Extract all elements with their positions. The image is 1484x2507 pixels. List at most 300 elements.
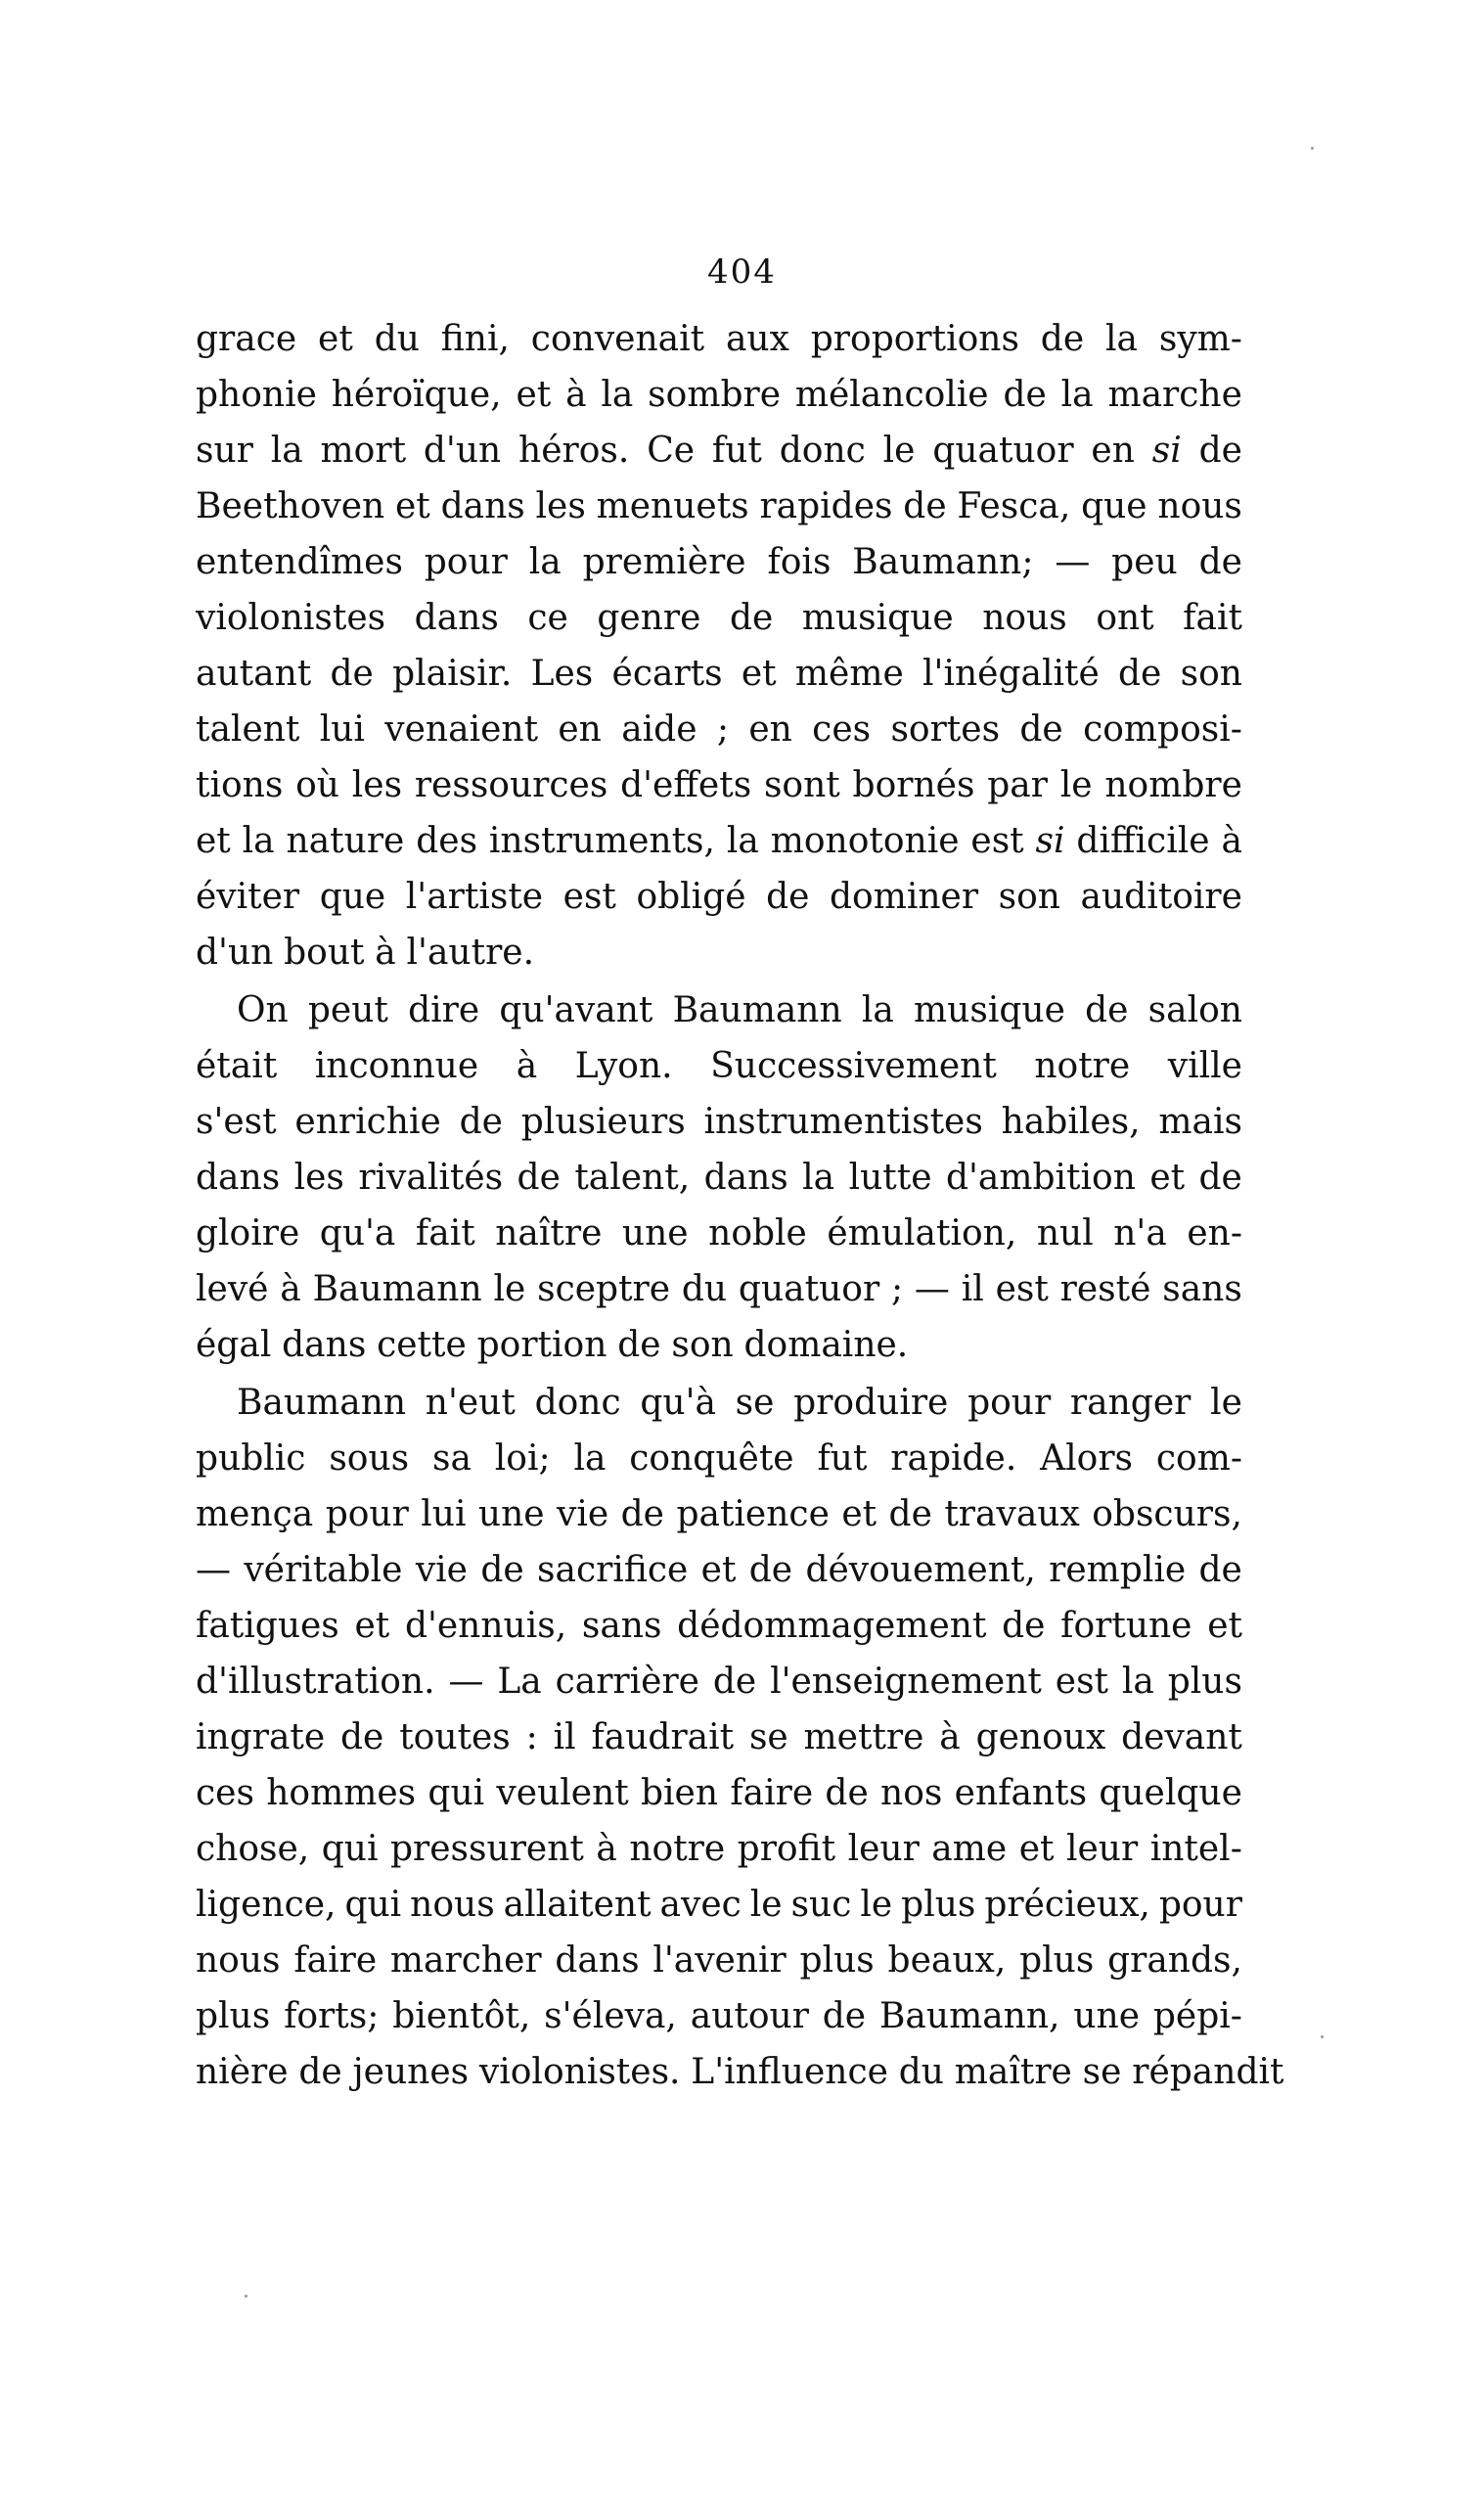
word: monotonie — [770, 821, 960, 861]
word: donc — [779, 431, 866, 471]
word: Alors — [1040, 1438, 1134, 1479]
word: Baumann — [237, 1383, 407, 1423]
word: plus — [1019, 1940, 1095, 1981]
word: de — [1019, 709, 1063, 750]
word: la — [528, 542, 562, 582]
word: se — [748, 1717, 788, 1757]
word: ranger — [1069, 1383, 1192, 1423]
word: pour — [1158, 1885, 1242, 1925]
word: noble — [708, 1213, 807, 1254]
word: nos — [880, 1773, 943, 1813]
word: que — [319, 877, 386, 917]
word: fortune — [1060, 1606, 1192, 1646]
word: sortes — [890, 709, 1001, 750]
word: de — [903, 486, 947, 526]
word: resté — [1059, 1269, 1151, 1309]
word: Beethoven — [196, 486, 385, 526]
word: Les — [530, 654, 594, 694]
text-line — [196, 702, 1242, 757]
word: levé — [196, 1269, 269, 1309]
word: jeunes — [352, 2052, 470, 2092]
word: et — [1018, 1829, 1055, 1869]
word: est — [1055, 1662, 1109, 1702]
word: portion — [476, 1325, 607, 1365]
word: fait — [1183, 598, 1242, 638]
paper-speck — [1311, 147, 1314, 150]
word: hommes — [266, 1773, 417, 1813]
word: de — [298, 2052, 342, 2092]
word: tions — [196, 765, 284, 805]
word: cette — [377, 1325, 467, 1365]
word: le — [882, 431, 916, 471]
word: à — [596, 1829, 617, 1869]
word: remplie — [1049, 1550, 1187, 1590]
word: rapide. — [890, 1438, 1017, 1479]
word: talent — [196, 709, 300, 750]
word: véritable — [244, 1550, 403, 1590]
word: ont — [1096, 598, 1154, 638]
word: la — [1060, 375, 1094, 415]
word: en- — [1187, 1213, 1242, 1254]
word: de — [340, 1717, 384, 1757]
word: Baumann, — [878, 1996, 1060, 2036]
word: de — [1198, 431, 1242, 471]
word: sombre — [648, 375, 782, 415]
word: plusieurs — [520, 1102, 686, 1142]
word: lutte — [848, 1158, 932, 1198]
word: — — [196, 1550, 231, 1590]
word: salon — [1147, 990, 1242, 1030]
word: qui — [321, 1829, 379, 1869]
text-line — [196, 1038, 1242, 1094]
word: de — [1198, 1158, 1242, 1198]
word: conquête — [629, 1438, 794, 1479]
word: et — [700, 1550, 737, 1590]
text-line — [196, 1542, 1242, 1598]
word: ces — [812, 709, 872, 750]
word: si — [1035, 821, 1065, 861]
word: dévouement, — [805, 1550, 1036, 1590]
word: sa — [431, 1438, 472, 1479]
text-line — [196, 479, 1242, 534]
word: de — [1198, 542, 1242, 582]
text-line — [196, 590, 1242, 646]
word: nombre — [1104, 765, 1242, 805]
word: marcher — [389, 1940, 542, 1981]
word: dédommagement — [677, 1606, 987, 1646]
word: l'inégalité — [922, 654, 1100, 694]
word: de — [617, 1325, 661, 1365]
word: marche — [1107, 375, 1242, 415]
word: — — [448, 1662, 484, 1702]
word: dominer — [830, 877, 979, 917]
word: grands, — [1107, 1940, 1242, 1981]
word: l'avenir — [652, 1940, 787, 1981]
word: et — [1149, 1158, 1186, 1198]
word: fut — [711, 431, 762, 471]
word: de — [480, 1550, 524, 1590]
word: nous — [1157, 486, 1242, 526]
word: est — [562, 877, 616, 917]
word: nous — [196, 1940, 281, 1981]
word: bientôt, — [392, 1996, 531, 2036]
word: de — [888, 1494, 932, 1534]
word: s'est — [196, 1102, 277, 1142]
word: l'artiste — [405, 877, 544, 917]
word: rapides — [759, 486, 893, 526]
word: vie — [557, 1494, 609, 1534]
word: l'enseignement — [770, 1662, 1042, 1702]
word: rivalités — [358, 1158, 504, 1198]
word: qui — [427, 1773, 485, 1813]
text-line — [196, 1375, 1242, 1431]
word: forts; — [284, 1996, 380, 2036]
word: de — [459, 1102, 503, 1142]
word: se — [735, 1383, 775, 1423]
word: patience — [676, 1494, 830, 1534]
word: est — [995, 1269, 1049, 1309]
word: de — [825, 1773, 869, 1813]
word: des — [416, 821, 478, 861]
word: genoux — [975, 1717, 1106, 1757]
word: la — [1105, 319, 1138, 359]
word: bien — [641, 1773, 719, 1813]
word: écarts — [611, 654, 723, 694]
word: domaine. — [743, 1325, 909, 1365]
word: une — [477, 1494, 545, 1534]
word: la — [1121, 1662, 1154, 1702]
word: les — [293, 1158, 344, 1198]
word: en — [748, 709, 792, 750]
word: de — [1002, 1606, 1046, 1646]
word: éviter — [196, 877, 300, 917]
word: ce — [527, 598, 568, 638]
word: se — [1082, 2052, 1122, 2092]
word: composi- — [1083, 709, 1242, 750]
text-line — [196, 982, 1242, 1038]
word: fatigues — [196, 1606, 339, 1646]
word: de — [1040, 319, 1085, 359]
paragraph — [196, 1375, 1284, 2100]
word: venaient — [384, 709, 539, 750]
word: par — [987, 765, 1048, 805]
word: gloire — [196, 1213, 300, 1254]
word: de — [1085, 990, 1129, 1030]
word: à — [375, 933, 396, 973]
paper-speck — [1321, 2035, 1324, 2038]
word: quelque — [1099, 1773, 1242, 1813]
word: ingrate — [196, 1717, 326, 1757]
word: nière — [196, 2052, 289, 2092]
word: l'autre. — [406, 933, 535, 973]
word: sont — [763, 765, 840, 805]
word: ville — [1167, 1046, 1242, 1086]
word: phonie — [196, 375, 317, 415]
word: que — [1081, 486, 1147, 526]
word: héros. — [518, 431, 630, 471]
word: ; — [890, 1269, 904, 1309]
word: plus — [901, 1885, 976, 1925]
word: On — [237, 990, 289, 1030]
text-line — [196, 757, 1242, 813]
word: vie — [415, 1550, 468, 1590]
word: pour — [325, 1494, 409, 1534]
word: fait — [415, 1213, 475, 1254]
word: émulation, — [827, 1213, 1017, 1254]
text-line — [196, 534, 1242, 590]
word: enfants — [954, 1773, 1088, 1813]
word: une — [621, 1213, 689, 1254]
word: veulent — [496, 1773, 629, 1813]
word: et — [741, 654, 777, 694]
word: d'un — [423, 431, 502, 471]
word: du — [681, 1269, 728, 1309]
word: dans — [555, 1940, 640, 1981]
word: de — [729, 598, 774, 638]
word: intel- — [1149, 1829, 1242, 1869]
word: et — [516, 375, 552, 415]
word: pour — [424, 542, 508, 582]
word: bornés — [852, 765, 975, 805]
word: fut — [817, 1438, 868, 1479]
word: habiles, — [1001, 1102, 1141, 1142]
word: et — [395, 486, 430, 526]
word: les — [535, 486, 586, 526]
word: pressurent — [390, 1829, 584, 1869]
word: violonistes — [196, 598, 386, 638]
word: la — [802, 1158, 835, 1198]
word: Baumann — [312, 1269, 482, 1309]
word: public — [196, 1438, 306, 1479]
word: est — [970, 821, 1024, 861]
word: autour — [690, 1996, 809, 2036]
word: chose, — [196, 1829, 310, 1869]
word: bout — [284, 933, 365, 973]
paragraph — [196, 982, 1242, 1373]
word: nous — [982, 598, 1067, 638]
word: d'effets — [620, 765, 752, 805]
word: à — [939, 1717, 961, 1757]
word: mettre — [803, 1717, 924, 1757]
word: de — [620, 1494, 664, 1534]
word: obligé — [636, 877, 746, 917]
word: produire — [793, 1383, 949, 1423]
text-line — [196, 1765, 1242, 1821]
word: égal — [196, 1325, 272, 1365]
word: n'eut — [425, 1383, 516, 1423]
word: difficile — [1076, 821, 1210, 861]
word: notre — [629, 1829, 726, 1869]
word: sous — [329, 1438, 410, 1479]
text-line — [196, 646, 1242, 702]
word: les — [351, 765, 403, 805]
word: instrumentistes — [703, 1102, 983, 1142]
word: le — [749, 1885, 783, 1925]
word: plus — [1167, 1662, 1242, 1702]
word: de — [748, 1550, 793, 1590]
word: qu'a — [319, 1213, 396, 1254]
word: de — [330, 654, 374, 694]
word: mort — [320, 431, 407, 471]
word: sym- — [1158, 319, 1242, 359]
word: le — [1059, 765, 1093, 805]
text-line — [196, 1431, 1242, 1486]
word: fini, — [440, 319, 510, 359]
text-line — [196, 925, 1242, 980]
word: son — [998, 877, 1060, 917]
word: du — [898, 2052, 944, 2092]
word: Baumann — [672, 990, 842, 1030]
word: héroïque, — [331, 375, 502, 415]
word: devant — [1121, 1717, 1242, 1757]
word: du — [374, 319, 420, 359]
word: suc — [790, 1885, 852, 1925]
word: plus — [196, 1996, 271, 2036]
word: et — [1207, 1606, 1242, 1646]
word: inconnue — [314, 1046, 479, 1086]
word: d'un — [196, 933, 274, 973]
word: donc — [534, 1383, 621, 1423]
word: la — [861, 990, 894, 1030]
word: une — [1073, 1996, 1141, 2036]
word: pépi- — [1152, 1996, 1242, 2036]
text-line — [196, 1486, 1242, 1542]
word: enrichie — [294, 1102, 441, 1142]
word: de — [822, 1996, 867, 2036]
body-text — [196, 311, 1284, 2100]
text-line — [196, 1094, 1242, 1150]
word: peu — [1111, 542, 1178, 582]
word: et — [354, 1606, 390, 1646]
word: grace — [196, 319, 297, 359]
word: mença — [196, 1494, 314, 1534]
word: répandit — [1132, 2052, 1284, 2092]
word: qu'à — [640, 1383, 716, 1423]
text-line — [196, 1206, 1242, 1261]
word: n'a — [1113, 1213, 1167, 1254]
word: de — [517, 1158, 561, 1198]
word: mais — [1158, 1102, 1242, 1142]
word: même — [794, 654, 904, 694]
word: La — [497, 1662, 542, 1702]
word: de — [766, 877, 810, 917]
word: plaisir. — [392, 654, 513, 694]
word: travaux — [944, 1494, 1080, 1534]
word: d'ennuis, — [404, 1606, 567, 1646]
word: peut — [307, 990, 388, 1030]
word: sacrifice — [537, 1550, 689, 1590]
word: leur — [1065, 1829, 1139, 1869]
word: nul — [1036, 1213, 1094, 1254]
word: faire — [730, 1773, 814, 1813]
word: Fesca, — [957, 486, 1071, 526]
word: dans — [440, 486, 525, 526]
word: dans — [282, 1325, 367, 1365]
text-line — [196, 1598, 1242, 1654]
word: toutes — [399, 1717, 511, 1757]
word: com- — [1155, 1438, 1242, 1479]
text-line — [196, 1317, 1242, 1373]
text-line — [196, 1261, 1242, 1317]
word: la — [726, 821, 759, 861]
word: d'illustration. — [196, 1662, 435, 1702]
word: pour — [967, 1383, 1052, 1423]
word: de — [712, 1662, 757, 1702]
word: notre — [1034, 1046, 1131, 1086]
word: convenait — [530, 319, 705, 359]
word: aux — [725, 319, 789, 359]
word: d'ambition — [945, 1158, 1136, 1198]
word: ligence, — [196, 1885, 337, 1925]
word: de — [1118, 654, 1162, 694]
word: nous — [410, 1885, 495, 1925]
word: quatuor — [738, 1269, 880, 1309]
word: à — [565, 375, 587, 415]
word: et — [196, 821, 231, 861]
word: était — [196, 1046, 278, 1086]
word: proportions — [810, 319, 1019, 359]
word: la — [270, 431, 303, 471]
word: la — [601, 375, 634, 415]
word: lui — [319, 709, 365, 750]
word: et — [841, 1494, 877, 1534]
word: dans — [196, 1158, 281, 1198]
word: faire — [293, 1940, 378, 1981]
word: précieux, — [984, 1885, 1150, 1925]
word: musique — [914, 990, 1065, 1030]
paper-speck — [245, 2295, 247, 2298]
word: autant — [196, 654, 312, 694]
word: à — [280, 1269, 301, 1309]
word: dans — [703, 1158, 788, 1198]
word: beaux, — [887, 1940, 1007, 1981]
word: première — [582, 542, 746, 582]
word: : — [525, 1717, 538, 1757]
word: à — [516, 1046, 538, 1086]
word: et — [318, 319, 353, 359]
word: maître — [954, 2052, 1072, 2092]
page-number: 404 — [707, 252, 777, 292]
word: en — [1091, 431, 1135, 471]
text-line — [196, 1988, 1242, 2044]
word: s'éleva, — [544, 1996, 677, 2036]
text-line — [196, 423, 1242, 479]
text-line — [196, 1933, 1242, 1988]
word: violonistes. — [478, 2052, 681, 2092]
text-line — [196, 2044, 1284, 2100]
word: plus — [799, 1940, 875, 1981]
text-line — [196, 1654, 1242, 1709]
word: genre — [597, 598, 701, 638]
word: si — [1151, 431, 1182, 471]
word: leur — [847, 1829, 920, 1869]
word: où — [295, 765, 339, 805]
word: Lyon. — [574, 1046, 673, 1086]
word: instruments, — [488, 821, 715, 861]
word: aide — [621, 709, 697, 750]
text-line — [196, 1821, 1242, 1877]
word: à — [1221, 821, 1242, 861]
word: — — [1055, 542, 1091, 582]
word: fois — [767, 542, 832, 582]
word: Baumann; — [852, 542, 1034, 582]
word: quatuor — [932, 431, 1074, 471]
word: obscurs, — [1092, 1494, 1242, 1534]
word: son — [1180, 654, 1242, 694]
word: auditoire — [1080, 877, 1242, 917]
word: dire — [408, 990, 480, 1030]
word: carrière — [555, 1662, 699, 1702]
